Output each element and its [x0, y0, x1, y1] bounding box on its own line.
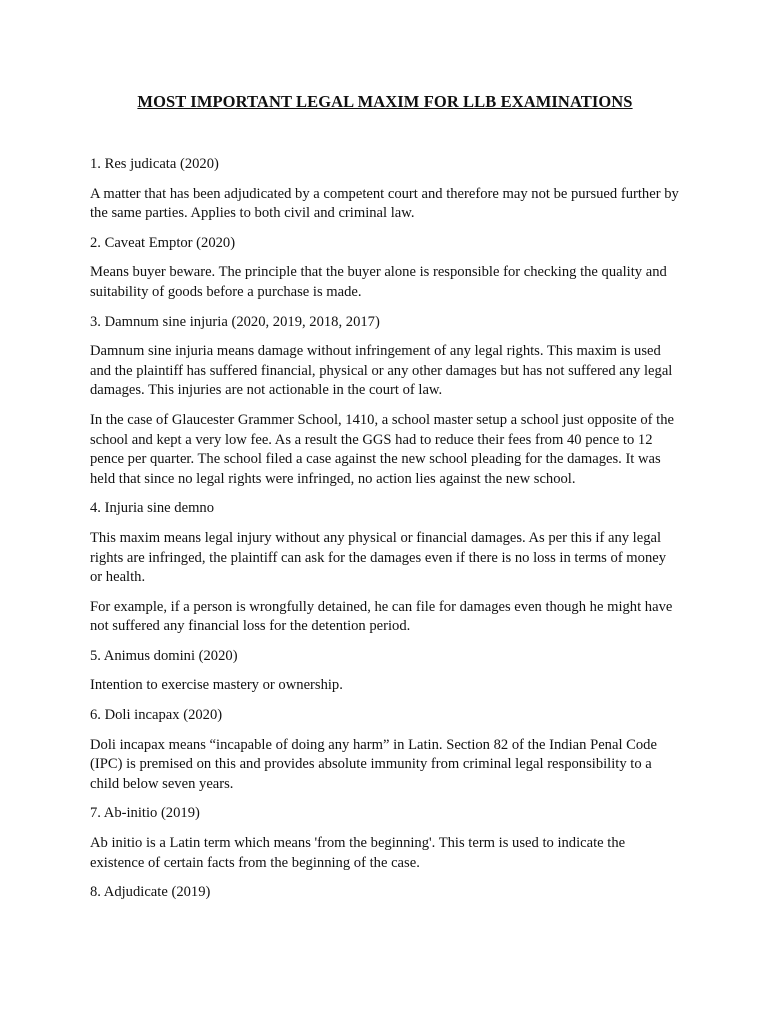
- section-animus-domini: [90, 647, 680, 696]
- document-page: [90, 92, 680, 913]
- section-damnum-sine-injuria: [90, 313, 680, 490]
- section-paragraph: Ab initio is a Latin term which means 'from the beginning'. This term is used to indicate the existence of certain facts from the beginning of the case.: [90, 835, 626, 871]
- section-paragraph: Intention to exercise mastery or ownership.: [90, 677, 343, 694]
- section-heading: 3. Damnum sine injuria (2020, 2019, 2018, 2017): [90, 313, 380, 330]
- section-doli-incapax: [90, 706, 680, 794]
- section-paragraph: Means buyer beware. The principle that the buyer alone is responsible for checking the quality and suitability of goods before a purchase is made.: [90, 264, 667, 300]
- section-paragraph: This maxim means legal injury without any physical or financial damages. As per this if any legal rights are infringed, the plaintiff can ask for the damages even if there is no loss in terms of money or health.: [90, 529, 667, 586]
- section-heading: 5. Animus domini (2020): [90, 647, 238, 664]
- section-paragraph: In the case of Glaucester Grammer School, 1410, a school master setup a school just opposite of the school and kept a very low fee. As a result the GGS had to reduce their fees from 40 pence to 12 pence per quarter. The school filed a case against the new school pleading for the damages. It was held that since no legal rights were infringed, no action lies against the new school.: [90, 411, 674, 487]
- section-ab-initio: [90, 804, 680, 873]
- section-paragraph: For example, if a person is wrongfully detained, he can file for damages even though he might have not suffered any financial loss for the detention period.: [90, 598, 673, 635]
- section-paragraph: Doli incapax means “incapable of doing any harm” in Latin. Section 82 of the Indian Penal Code (IPC) is premised on this and provides absolute immunity from criminal legal responsibility to a child below seven years.: [90, 736, 657, 792]
- section-heading: 2. Caveat Emptor (2020): [90, 234, 236, 251]
- section-paragraph: A matter that has been adjudicated by a competent court and therefore may not be pursued further by the same parties. Applies to both civil and criminal law.: [90, 185, 679, 222]
- section-heading: 8. Adjudicate (2019): [90, 884, 211, 901]
- section-caveat-emptor: [90, 234, 680, 303]
- section-res-judicata: [90, 155, 680, 224]
- section-heading: 4. Injuria sine demno: [90, 500, 215, 517]
- section-heading: 7. Ab-initio (2019): [90, 805, 200, 822]
- section-adjudicate: [90, 883, 680, 903]
- document-title: MOST IMPORTANT LEGAL MAXIM FOR LLB EXAMINATIONS: [137, 92, 633, 111]
- section-injuria-sine-demno: [90, 499, 680, 637]
- section-paragraph: Damnum sine injuria means damage without infringement of any legal rights. This maxim is used and the plaintiff has suffered financial, physical or any other damages but has not suffered any legal damages. This injuries are not actionable in the court of law.: [90, 343, 673, 399]
- section-heading: 1. Res judicata (2020): [90, 156, 219, 172]
- section-heading: 6. Doli incapax (2020): [90, 707, 223, 724]
